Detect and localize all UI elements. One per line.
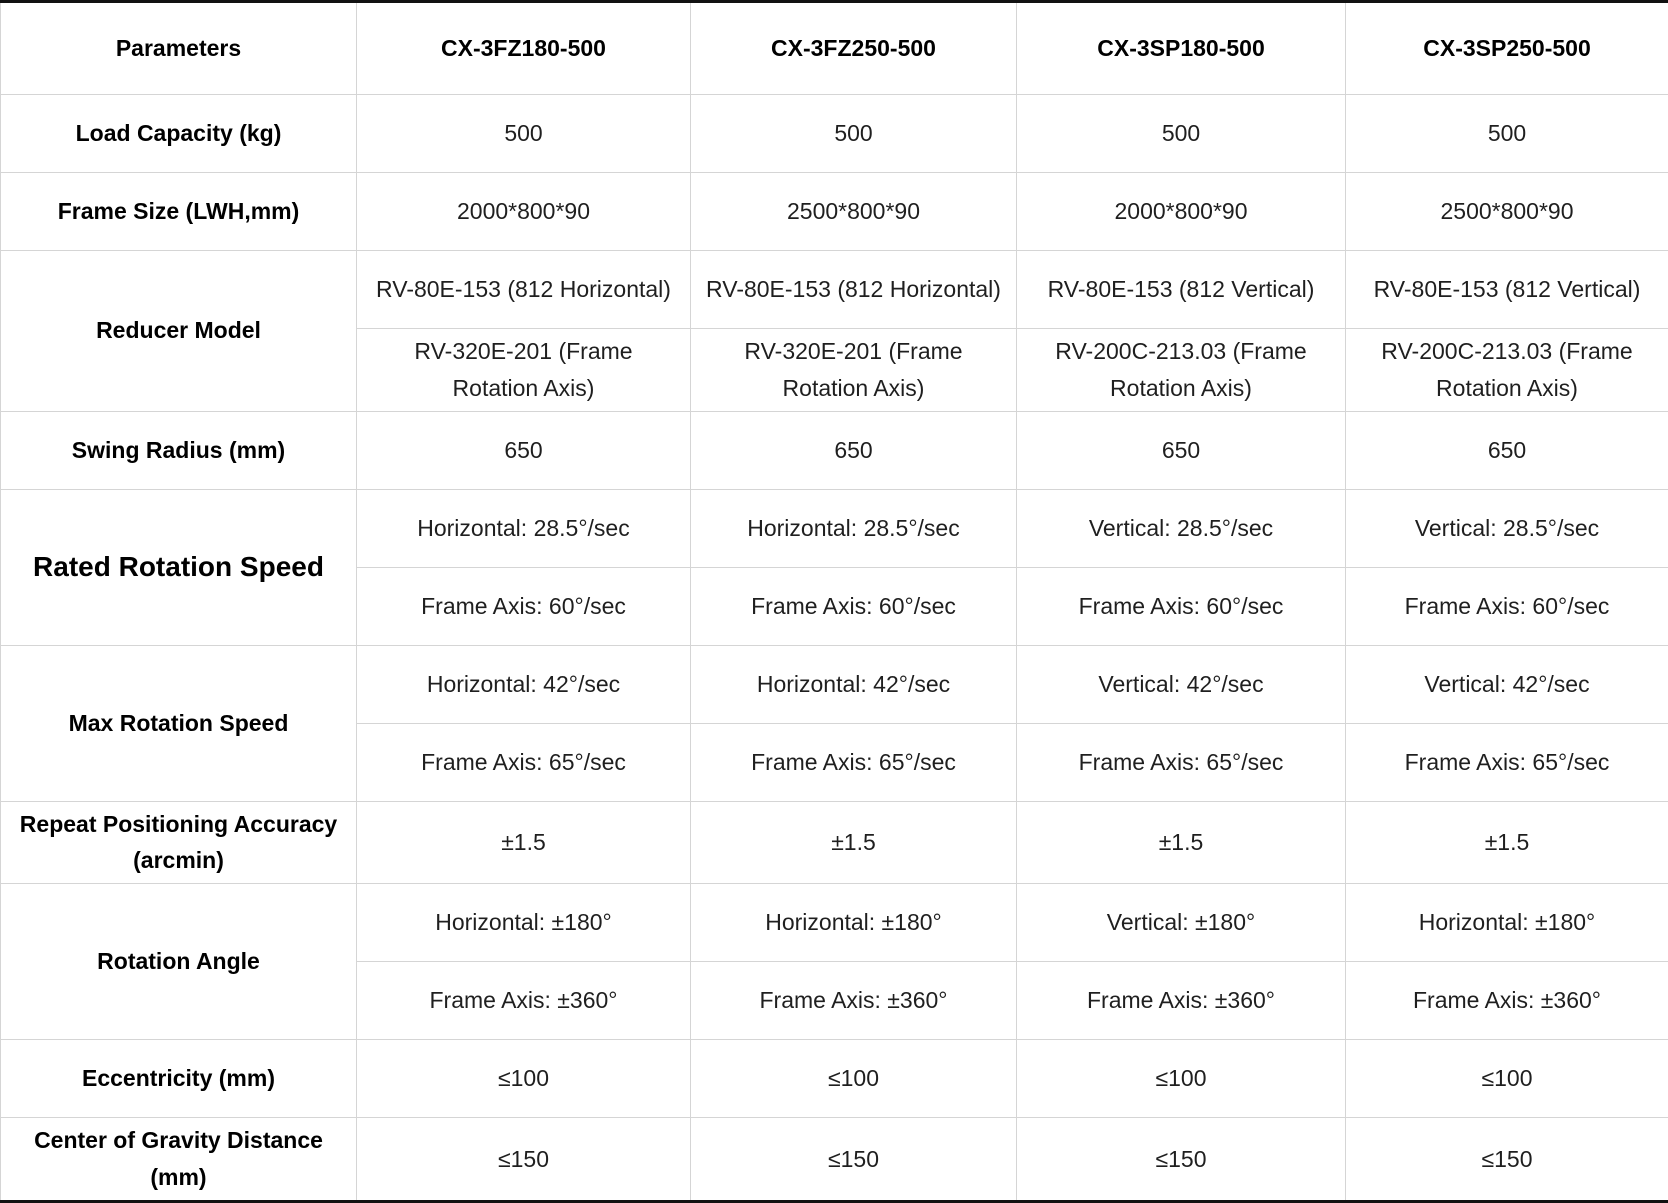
value-cell: Horizontal: ±180° [1346,884,1668,962]
value-cell: Vertical: 28.5°/sec [1017,489,1346,567]
value-cell: Frame Axis: 60°/sec [1346,567,1668,645]
value-cell: 650 [1346,411,1668,489]
value-cell: Frame Axis: 65°/sec [357,723,691,801]
value-cell: ±1.5 [1017,801,1346,884]
value-cell: RV-80E-153 (812 Horizontal) [357,251,691,329]
table-row [1,411,1668,489]
table-row [1,95,1668,173]
value-cell: Vertical: ±180° [1017,884,1346,962]
value-cell: Frame Axis: ±360° [357,962,691,1040]
value-cell: ≤100 [691,1040,1017,1118]
value-cell: Vertical: 42°/sec [1017,645,1346,723]
value-cell: RV-320E-201 (Frame Rotation Axis) [691,329,1017,412]
value-cell: Frame Axis: 60°/sec [691,567,1017,645]
value-cell: RV-200C-213.03 (Frame Rotation Axis) [1017,329,1346,412]
value-cell: 2500*800*90 [1346,173,1668,251]
value-cell: ≤100 [357,1040,691,1118]
value-cell: ±1.5 [691,801,1017,884]
value-cell: Horizontal: 28.5°/sec [357,489,691,567]
table-row [1,801,1668,884]
value-cell: Horizontal: 42°/sec [691,645,1017,723]
table-row [1,173,1668,251]
column-header-cx-3fz250-500: CX-3FZ250-500 [691,2,1017,95]
param-cell: Reducer Model [1,251,357,412]
value-cell: RV-80E-153 (812 Vertical) [1017,251,1346,329]
table-row [1,884,1668,962]
value-cell: RV-320E-201 (Frame Rotation Axis) [357,329,691,412]
value-cell: Horizontal: 28.5°/sec [691,489,1017,567]
value-cell: ±1.5 [357,801,691,884]
value-cell: Frame Axis: ±360° [1346,962,1668,1040]
value-cell: Frame Axis: 60°/sec [357,567,691,645]
value-cell: 2000*800*90 [357,173,691,251]
value-cell: ≤150 [357,1118,691,1202]
value-cell: ≤100 [1346,1040,1668,1118]
value-cell: 650 [1017,411,1346,489]
value-cell: RV-80E-153 (812 Vertical) [1346,251,1668,329]
value-cell: ≤100 [1017,1040,1346,1118]
value-cell: 650 [691,411,1017,489]
param-cell: Repeat Positioning Accuracy (arcmin) [1,801,357,884]
value-cell: Frame Axis: ±360° [1017,962,1346,1040]
value-cell: 2500*800*90 [691,173,1017,251]
value-cell: Vertical: 28.5°/sec [1346,489,1668,567]
param-cell: Frame Size (LWH,mm) [1,173,357,251]
param-cell: Eccentricity (mm) [1,1040,357,1118]
value-cell: ±1.5 [1346,801,1668,884]
table-row [1,1040,1668,1118]
table-row [1,489,1668,567]
value-cell: 500 [1346,95,1668,173]
value-cell: Vertical: 42°/sec [1346,645,1668,723]
value-cell: ≤150 [691,1118,1017,1202]
column-header-cx-3sp250-500: CX-3SP250-500 [1346,2,1668,95]
header-row [1,2,1668,95]
value-cell: ≤150 [1346,1118,1668,1202]
column-header-cx-3sp180-500: CX-3SP180-500 [1017,2,1346,95]
param-cell: Max Rotation Speed [1,645,357,801]
table-row [1,251,1668,329]
value-cell: Horizontal: ±180° [357,884,691,962]
value-cell: 650 [357,411,691,489]
table-row [1,645,1668,723]
value-cell: Frame Axis: 65°/sec [691,723,1017,801]
param-cell: Rotation Angle [1,884,357,1040]
value-cell: Frame Axis: 65°/sec [1346,723,1668,801]
value-cell: 2000*800*90 [1017,173,1346,251]
value-cell: RV-80E-153 (812 Horizontal) [691,251,1017,329]
value-cell: 500 [357,95,691,173]
value-cell: Horizontal: 42°/sec [357,645,691,723]
value-cell: Frame Axis: 65°/sec [1017,723,1346,801]
value-cell: Frame Axis: ±360° [691,962,1017,1040]
param-cell: Rated Rotation Speed [1,489,357,645]
value-cell: 500 [1017,95,1346,173]
param-cell: Swing Radius (mm) [1,411,357,489]
column-header-cx-3fz180-500: CX-3FZ180-500 [357,2,691,95]
param-cell: Center of Gravity Distance (mm) [1,1118,357,1202]
value-cell: ≤150 [1017,1118,1346,1202]
value-cell: Horizontal: ±180° [691,884,1017,962]
column-header-parameters: Parameters [1,2,357,95]
param-cell: Load Capacity (kg) [1,95,357,173]
value-cell: RV-200C-213.03 (Frame Rotation Axis) [1346,329,1668,412]
value-cell: Frame Axis: 60°/sec [1017,567,1346,645]
value-cell: 500 [691,95,1017,173]
